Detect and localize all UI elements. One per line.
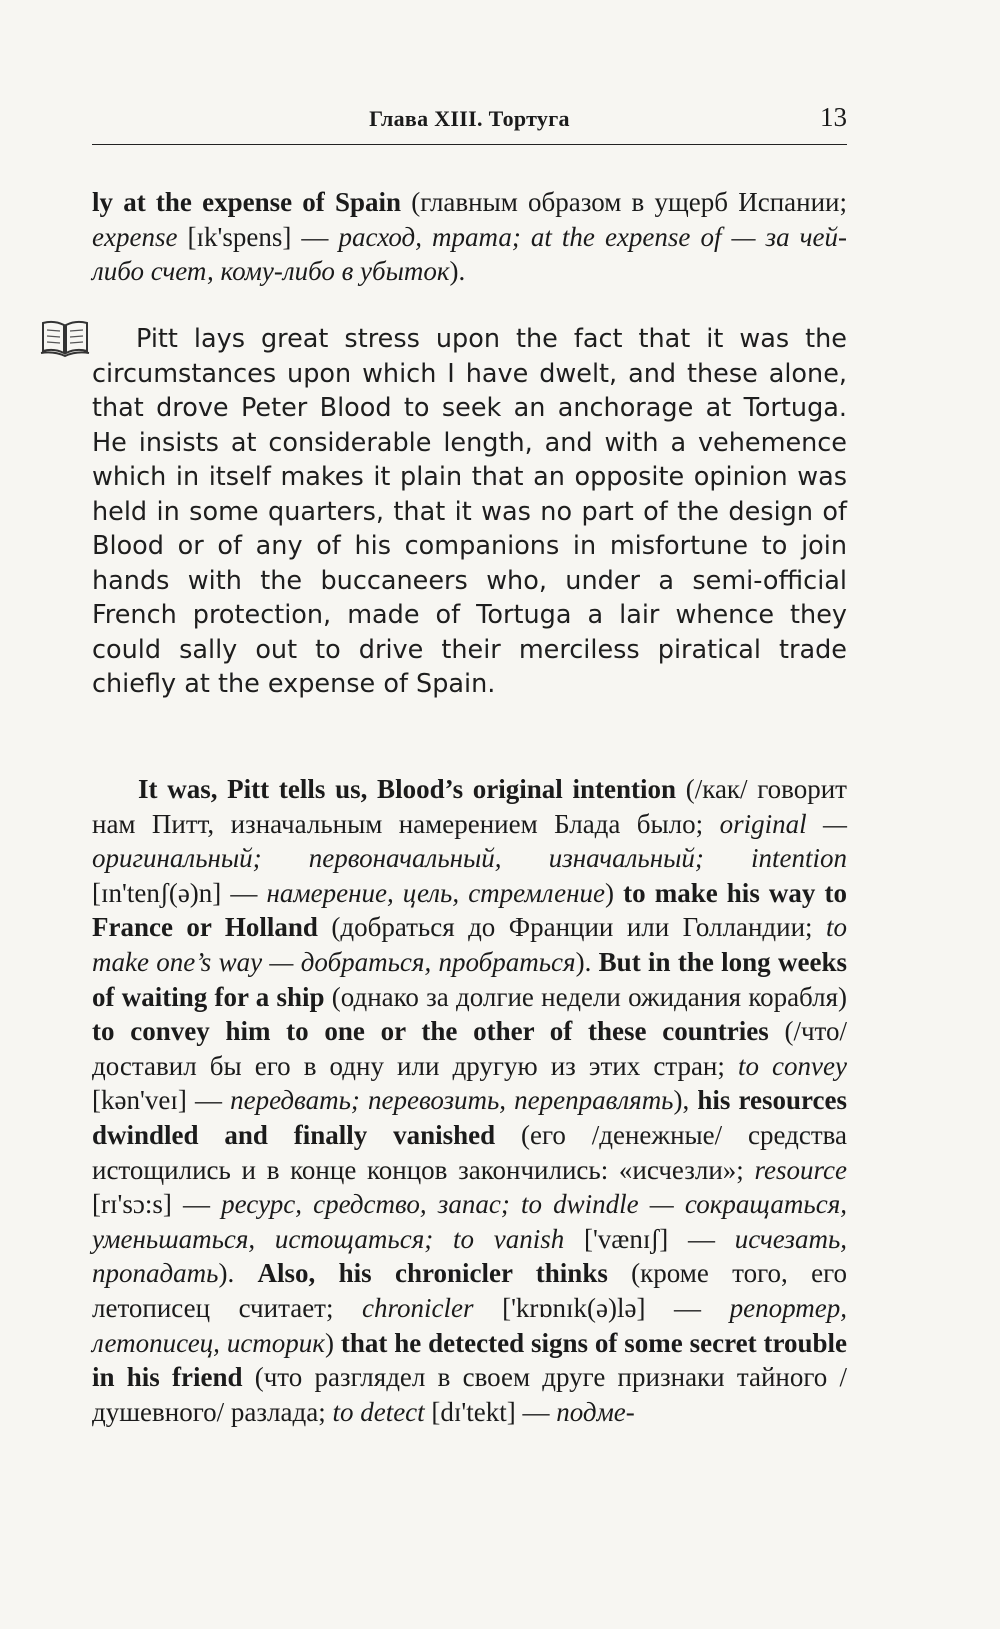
gloss-italic: to convey xyxy=(737,1050,847,1081)
gloss-italic: репортер, летописец, историк xyxy=(92,1292,847,1358)
translation-text: (однако за долгие недели ожидания корабля) xyxy=(324,981,848,1012)
translation-text: ). xyxy=(218,1258,258,1289)
translation-text: ). xyxy=(449,256,466,287)
chapter-title: Глава XIII. Тортуга xyxy=(369,106,570,131)
translation-text: (его /денежные/ средства истощились и в конце концов закончились: «исчезли»; xyxy=(92,1119,847,1185)
gloss-italic: расход, трата; at the expense of — за чей-либо счет, кому-либо в убыток xyxy=(92,221,847,287)
english-phrase: ly at the expense of Spain xyxy=(92,187,402,217)
translation-text: [kən'veɪ] — xyxy=(92,1085,231,1116)
running-header xyxy=(92,100,847,145)
gloss-italic: передвать; перевозить, переправлять xyxy=(230,1085,674,1116)
translation-text: ['vænɪʃ] — xyxy=(564,1223,735,1254)
translation-text: ). xyxy=(575,946,599,977)
gloss-italic: to make one’s way — добраться, пробраться xyxy=(92,912,848,977)
page-number: 13 xyxy=(820,102,847,132)
english-phrase: Also, his chronicler thinks xyxy=(257,1258,608,1289)
gloss-italic: to detect xyxy=(332,1396,425,1427)
translation-text: (что разглядел в своем друге признаки тайного /душевного/ разлада; xyxy=(92,1362,847,1427)
gloss-italic: expense xyxy=(92,221,178,252)
annotated-text-block-top xyxy=(92,185,847,289)
translation-text: [rɪ'sɔ:s] — xyxy=(92,1189,222,1220)
translation-text: (/как/ говорит нам Питт, изначальным намерением Блада было; xyxy=(92,774,847,839)
translation-text: ['krɒnɪk(ə)lə] — xyxy=(473,1292,730,1323)
english-phrase: But in the long weeks of waiting for a ship xyxy=(92,946,847,1012)
english-phrase: his resources dwindled and finally vanished xyxy=(92,1085,848,1150)
gloss-italic: chronicler xyxy=(362,1292,474,1323)
translation-text: ), xyxy=(673,1085,698,1116)
gloss-italic: подме- xyxy=(556,1396,635,1427)
gloss-italic: resource xyxy=(754,1154,847,1185)
translation-text: [dɪ'tekt] — xyxy=(424,1396,557,1427)
english-phrase: to convey him to one or the other of these countries xyxy=(92,1016,769,1047)
translation-text: (кроме того, его летописец считает; xyxy=(92,1258,847,1323)
translation-text: (/что/ доставил бы его в одну или другую из этих стран; xyxy=(92,1016,847,1081)
english-phrase: It was, Pitt tells us, Blood’s original intention xyxy=(138,774,677,804)
gloss-italic: намерение, цель, стремление xyxy=(266,877,606,908)
gloss-italic: original — оригинальный; первоначальный, изначальный; intention xyxy=(92,808,847,874)
english-paragraph-text: Pitt lays great stress upon the fact that it was the circumstances upon which I have dwelt, and these alone, that drove Peter Blood to seek an anchorage at Tortuga. He insists at considerable length, and with a vehemence which in itself makes it plain that an opposite opinion was held in some quarters, that it was no part of the design of Blood or of any of his companions in misfortune to join hands with the buccaneers who, under a semi-official French protection, made of Tortuga a lair whence they could sally out to drive their merciless piratical trade chiefly at the expense of Spain. xyxy=(92,324,847,699)
open-book-icon xyxy=(40,318,90,358)
translation-text: ) xyxy=(324,1327,341,1358)
english-phrase: to make his way to France or Holland xyxy=(92,877,847,943)
gloss-italic: ресурс, средство, запас; to dwindle — сокращаться, уменьшаться, истощаться; to vanish xyxy=(92,1189,848,1254)
translation-text: [ɪk'spens] — xyxy=(177,221,339,252)
english-original-paragraph xyxy=(92,322,847,702)
translation-text: (добраться до Франции или Голландии; xyxy=(317,912,826,943)
english-phrase: that he detected signs of some secret trouble in his friend xyxy=(92,1327,848,1393)
translation-text: [ɪn'tenʃ(ə)n] — xyxy=(92,877,267,908)
gloss-italic: исчезать, пропадать xyxy=(92,1223,847,1289)
translation-text: (главным образом в ущерб Испании; xyxy=(401,187,847,217)
annotated-text-block-main xyxy=(92,772,847,1429)
translation-text: ) xyxy=(605,877,624,908)
